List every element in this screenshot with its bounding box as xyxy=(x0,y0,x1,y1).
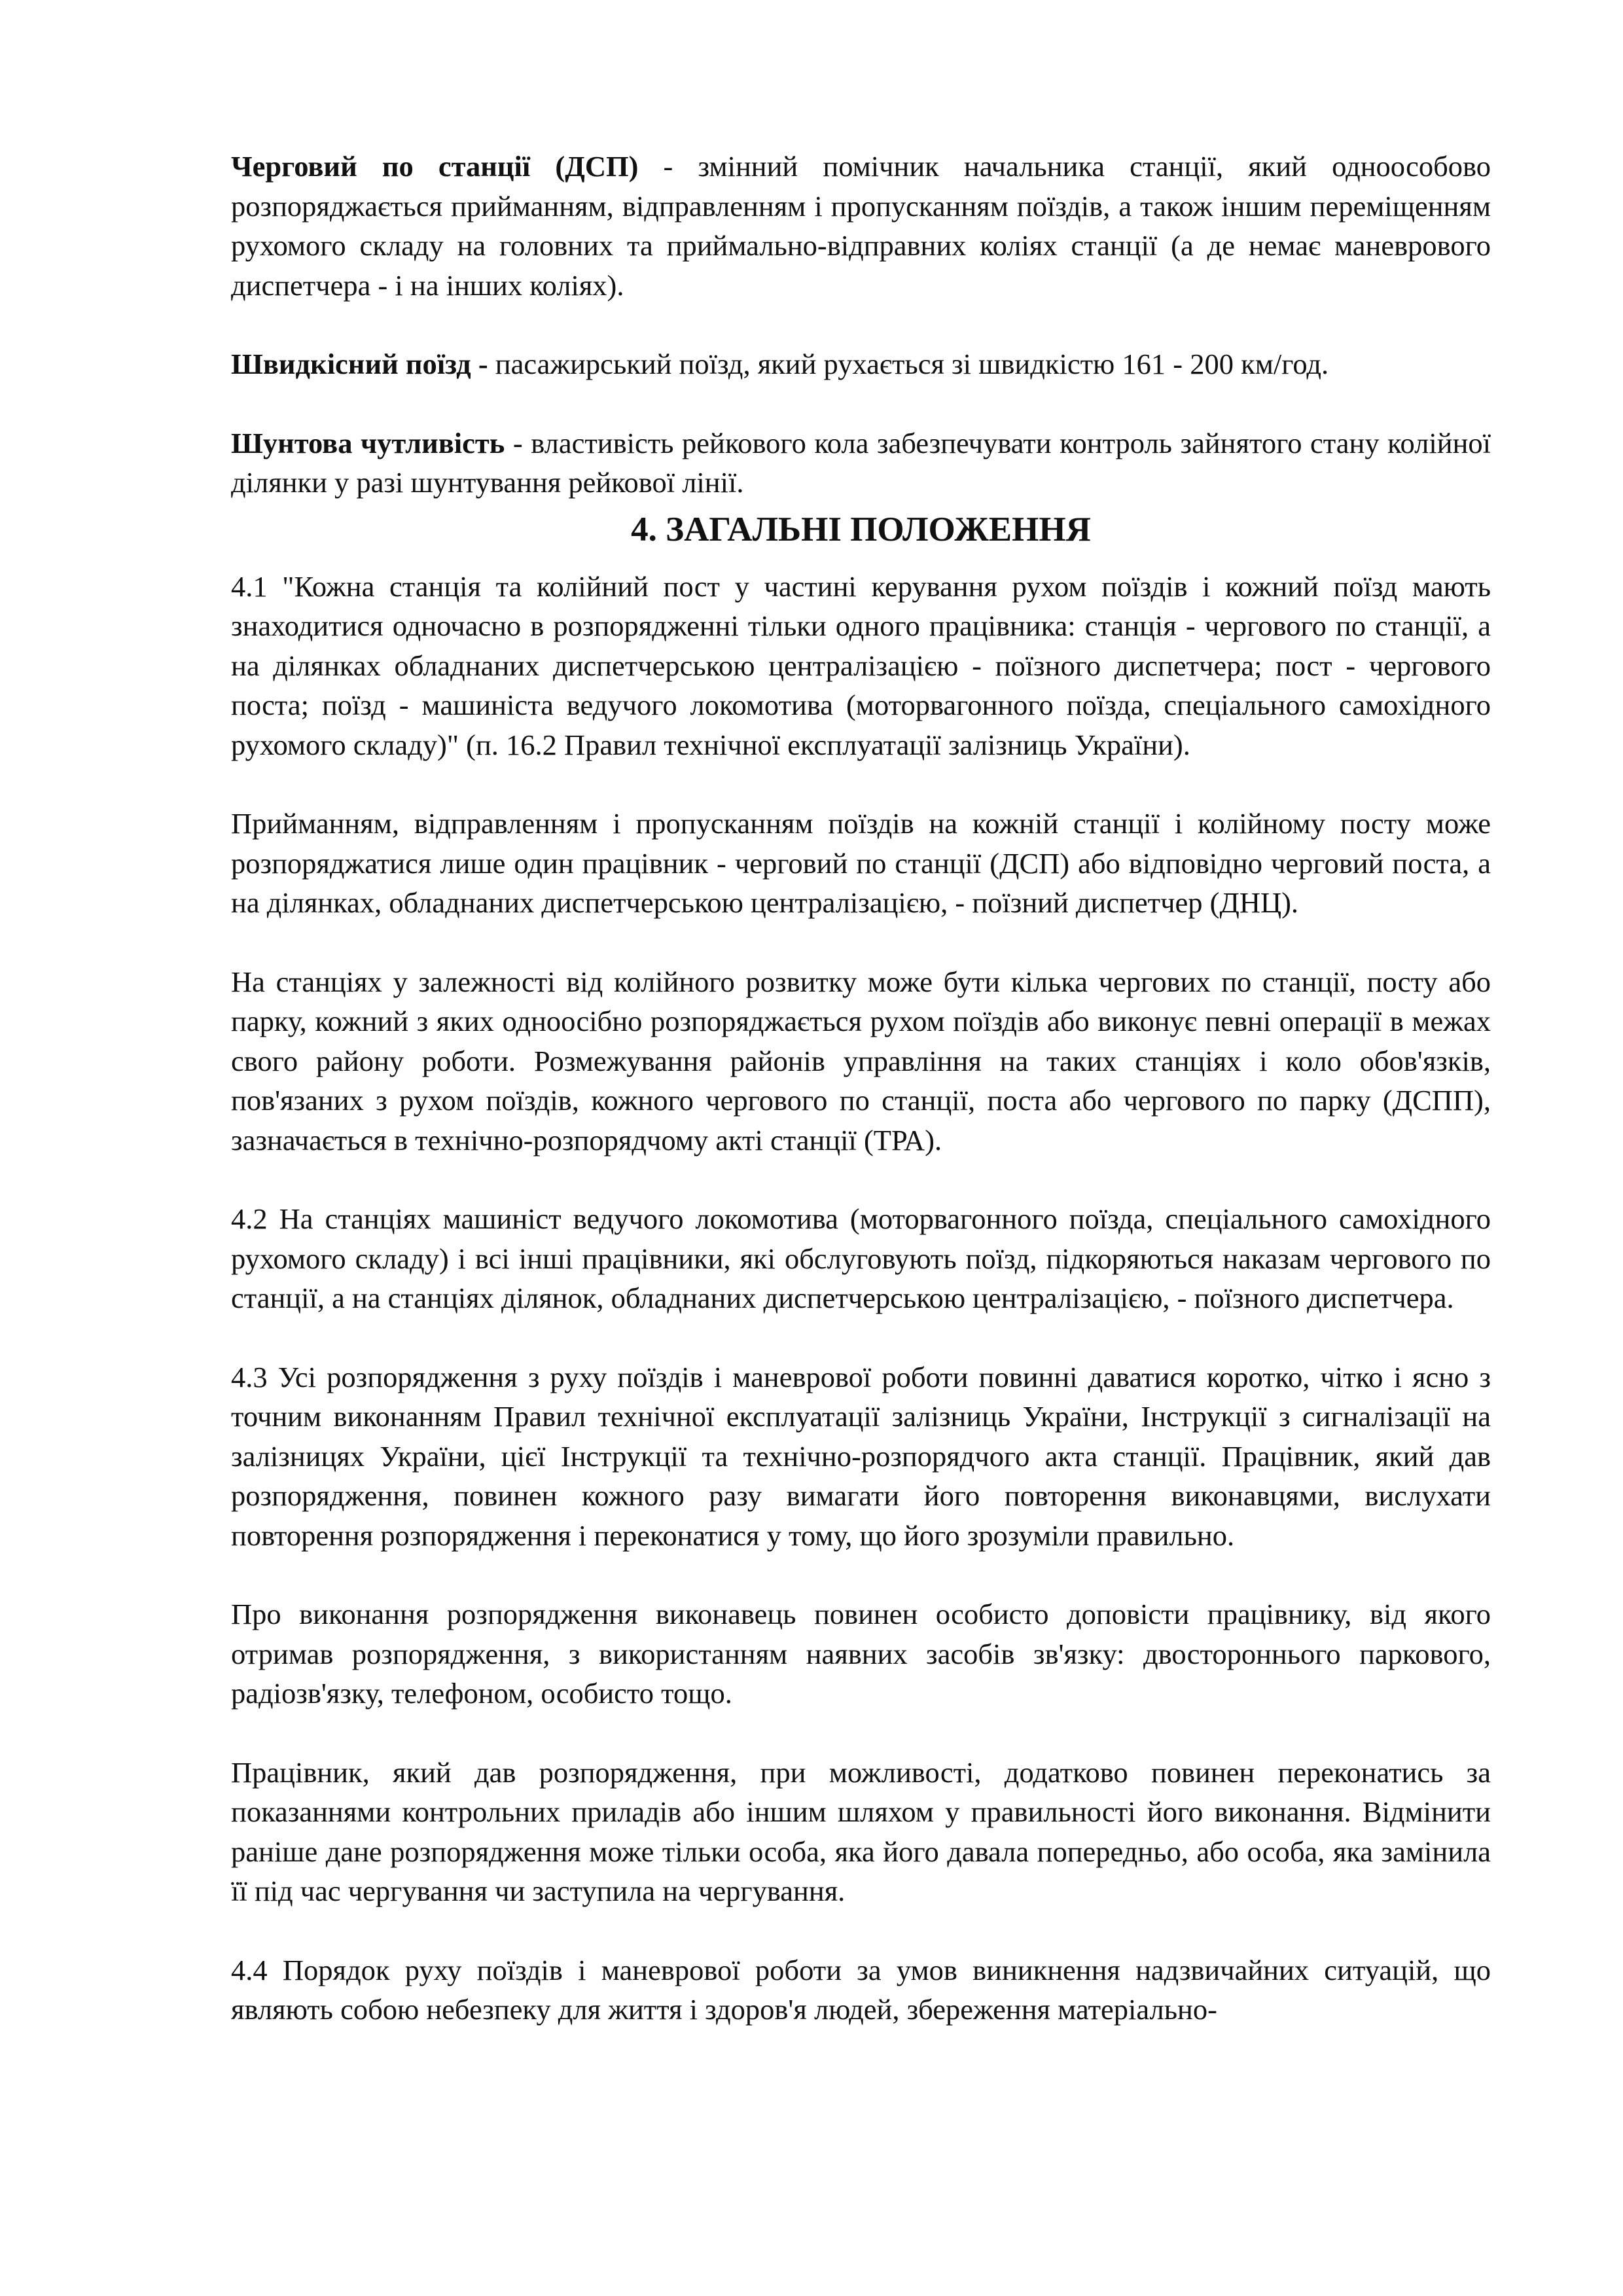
body-paragraph: Працівник, який дав розпорядження, при можливості, додатково повинен переконатись за показаннями контрольних приладів або іншим шляхом у правильності його виконання. Відмінити раніше дане розпорядження може тільки особа, яка його давала попередньо, або особа, яка замінила її під час чергування чи заступила на чергування. xyxy=(231,1755,1491,1907)
definition-text: пасажирський поїзд, який рухається зі швидкістю 161 - 200 км/год. xyxy=(488,348,1329,380)
definition-paragraph xyxy=(231,344,1491,384)
body-paragraph: На станціях у залежності від колійного розвитку може бути кілька чергових по станції, посту або парку, кожний з яких одноосібно розпоряджається рухом поїздів або виконує певні операції в межах свого району роботи. Розмежування районів управління на таких станціях і коло обов'язків, пов'язаних з рухом поїздів, кожного чергового по станції, поста або чергового по парку (ДСПП), зазначається в технічно-розпорядчому акті станції (ТРА). xyxy=(231,965,1491,1157)
body-paragraph: Прийманням, відправленням і пропусканням поїздів на кожній станції і колійному посту може розпоряджатися лише один працівник - черговий по станції (ДСП) або відповідно черговий поста, а на ділянках, обладнаних диспетчерською централізацією, - поїзний диспетчер (ДНЦ). xyxy=(231,807,1491,919)
section-heading: 4. ЗАГАЛЬНІ ПОЛОЖЕННЯ xyxy=(631,510,1091,548)
body-paragraph: 4.1 "Кожна станція та колійний пост у частині керування рухом поїздів і кожний поїзд мають знаходитися одночасно в розпорядженні тільки одного працівника: станція - чергового по станції, а на ділянках обладнаних диспетчерською централізацією - поїзного диспетчера; пост - чергового поста; поїзд - машиніста ведучого локомотива (моторвагонного поїзда, спеціального самохідного рухомого складу)" (п. 16.2 Правил технічної експлуатації залізниць України). xyxy=(231,569,1491,761)
body-paragraph: 4.2 На станціях машиніст ведучого локомотива (моторвагонного поїзда, спеціального самохідного рухомого складу) і всі інші працівники, які обслуговують поїзд, підкоряються наказам чергового по станції, а на станціях ділянок, обладнаних диспетчерською централізацією, - поїзного диспетчера. xyxy=(231,1202,1491,1314)
document-page xyxy=(231,147,1491,2030)
definition-paragraph xyxy=(231,147,1491,305)
body-paragraph: 4.4 Порядок руху поїздів і маневрової роботи за умов виникнення надзвичайних ситуацій, що являють собою небезпеку для життя і здоров'я людей, збереження матеріально- xyxy=(231,1953,1491,2026)
definition-term: Швидкісний поїзд - xyxy=(231,348,488,380)
body-paragraph: 4.3 Усі розпорядження з руху поїздів і маневрової роботи повинні даватися коротко, чітко і ясно з точним виконанням Правил технічної експлуатації залізниць України, Інструкції з сигналізації на залізницях України, цієї Інструкції та технічно-розпорядчого акта станції. Працівник, який дав розпорядження, повинен кожного разу вимагати його повторення виконавцями, вислухати повторення розпорядження і переконатися у тому, що його зрозуміли правильно. xyxy=(231,1360,1491,1552)
body-paragraph: Про виконання розпорядження виконавець повинен особисто доповісти працівнику, від якого отримав розпорядження, з використанням наявних засобів зв'язку: двостороннього паркового, радіозв'язку, телефоном, особисто тощо. xyxy=(231,1598,1491,1710)
definition-text: - змінний помічник начальника станції, який одноособово розпоряджається прийманням, відправленням і пропусканням поїздів, а також іншим переміщенням рухомого складу на головних та приймально-відправних коліях станції (а де немає маневрового диспетчера - і на інших коліях). xyxy=(231,150,1491,302)
definition-text: - властивість рейкового кола забезпечувати контроль зайнятого стану колійної ділянки у разі шунтування рейкової лінії. xyxy=(231,426,1491,499)
definition-term: Черговий по станції (ДСП) xyxy=(231,150,639,183)
definition-term: Шунтова чутливість xyxy=(231,426,505,459)
definition-paragraph xyxy=(231,423,1491,503)
